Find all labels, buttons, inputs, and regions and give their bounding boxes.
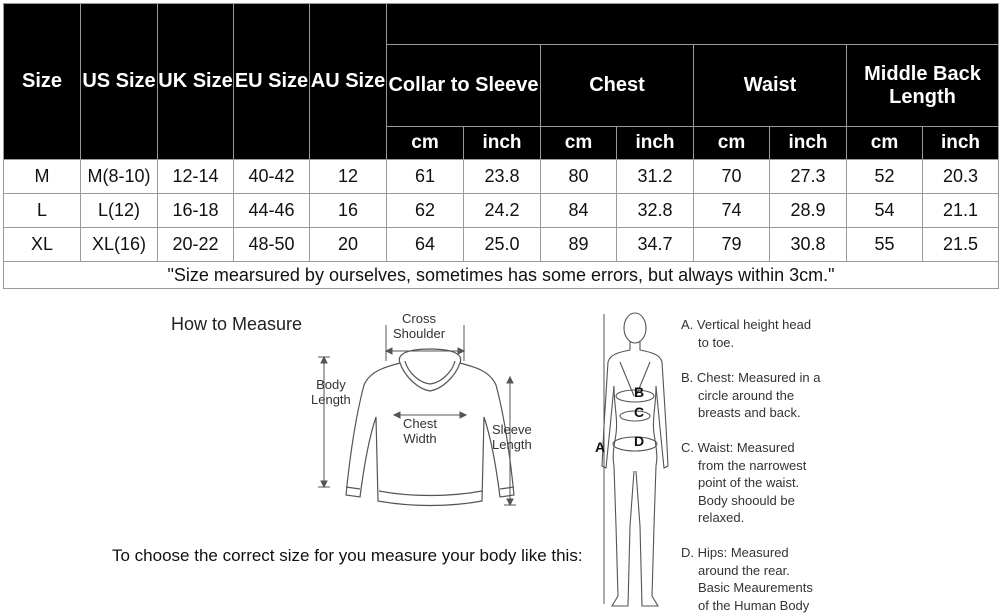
cell-value: 30.8 <box>770 228 847 262</box>
table-row <box>4 160 999 194</box>
cell-value: 27.3 <box>770 160 847 194</box>
cell-value: 25.0 <box>464 228 541 262</box>
figure-letter-a: A <box>595 439 606 455</box>
cross-shoulder-label: Cross Shoulder <box>393 311 446 341</box>
unit-cell: inch <box>923 127 999 160</box>
cell-size: XL <box>4 228 81 262</box>
cell-value: 20.3 <box>923 160 999 194</box>
cell-value: 28.9 <box>770 194 847 228</box>
unit-cell: cm <box>541 127 617 160</box>
cell-uk: 12-14 <box>158 160 234 194</box>
cell-value: 70 <box>694 160 770 194</box>
cell-value: 34.7 <box>617 228 694 262</box>
cell-value: 62 <box>387 194 464 228</box>
cell-value: 52 <box>847 160 923 194</box>
measurement-note: "Size mearsured by ourselves, sometimes has some errors, but always within 3cm." <box>4 262 999 289</box>
unit-cell: inch <box>770 127 847 160</box>
how-to-measure-title: How to Measure <box>171 314 303 334</box>
header-au-size: AU Size <box>310 4 387 160</box>
body-length-label: Body Length <box>311 377 351 407</box>
header-middle-back-length: Middle Back Length <box>847 45 999 127</box>
header-collar-to-sleeve: Collar to Sleeve <box>387 45 541 127</box>
figure-letter-d: D <box>634 433 645 449</box>
cell-us: XL(16) <box>81 228 158 262</box>
sleeve-length-label: Sleeve Length <box>492 422 532 452</box>
size-chart-table <box>3 3 999 289</box>
human-body-diagram <box>590 306 680 616</box>
cell-value: 79 <box>694 228 770 262</box>
header-top-band <box>387 4 999 45</box>
legend-b: B. Chest: Measured in a circle around the breasts and back. <box>681 370 821 420</box>
legend-c: C. Waist: Measured from the narrowest point of the waist. Body shoould be relaxed. <box>681 440 807 525</box>
cell-value: 80 <box>541 160 617 194</box>
unit-cell: cm <box>847 127 923 160</box>
chest-width-label: Chest Width <box>403 416 437 446</box>
table-row <box>4 194 999 228</box>
header-uk-size: UK Size <box>158 4 234 160</box>
cell-au: 12 <box>310 160 387 194</box>
choose-size-instruction: To choose the correct size for you measure your body like this: <box>112 546 583 565</box>
cell-value: 84 <box>541 194 617 228</box>
cell-eu: 40-42 <box>234 160 310 194</box>
figure-letter-c: C <box>634 404 645 420</box>
cell-eu: 48-50 <box>234 228 310 262</box>
cell-eu: 44-46 <box>234 194 310 228</box>
header-chest: Chest <box>541 45 694 127</box>
cell-value: 64 <box>387 228 464 262</box>
cell-us: L(12) <box>81 194 158 228</box>
unit-cell: inch <box>617 127 694 160</box>
cell-value: 31.2 <box>617 160 694 194</box>
cell-value: 21.1 <box>923 194 999 228</box>
cell-value: 54 <box>847 194 923 228</box>
cell-value: 74 <box>694 194 770 228</box>
header-waist: Waist <box>694 45 847 127</box>
cell-value: 32.8 <box>617 194 694 228</box>
figure-letter-b: B <box>634 384 645 400</box>
cell-size: M <box>4 160 81 194</box>
table-row <box>4 228 999 262</box>
cell-us: M(8-10) <box>81 160 158 194</box>
cell-uk: 20-22 <box>158 228 234 262</box>
cell-au: 16 <box>310 194 387 228</box>
header-us-size: US Size <box>81 4 158 160</box>
cell-value: 61 <box>387 160 464 194</box>
legend-a: A. Vertical height head to toe. <box>681 317 812 350</box>
cell-value: 89 <box>541 228 617 262</box>
unit-cell: inch <box>464 127 541 160</box>
cell-value: 21.5 <box>923 228 999 262</box>
cell-size: L <box>4 194 81 228</box>
unit-cell: cm <box>387 127 464 160</box>
header-eu-size: EU Size <box>234 4 310 160</box>
cell-value: 24.2 <box>464 194 541 228</box>
cell-au: 20 <box>310 228 387 262</box>
header-size: Size <box>4 4 81 160</box>
unit-cell: cm <box>694 127 770 160</box>
cell-uk: 16-18 <box>158 194 234 228</box>
legend-d: D. Hips: Measured around the rear. Basic Meaurements of the Human Body <box>681 545 813 613</box>
cell-value: 23.8 <box>464 160 541 194</box>
cell-value: 55 <box>847 228 923 262</box>
